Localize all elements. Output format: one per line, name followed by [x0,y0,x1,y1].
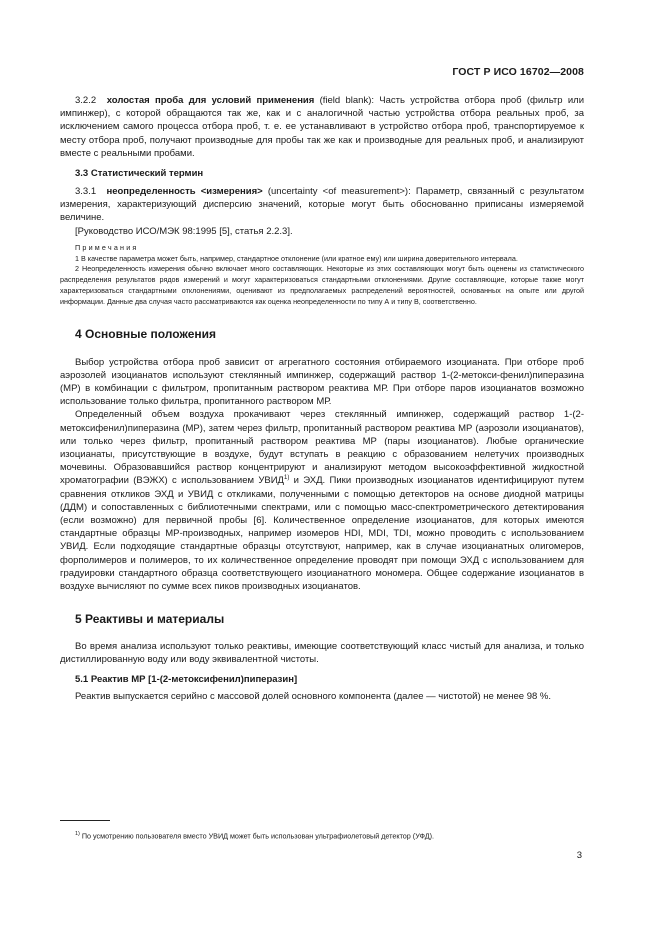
paragraph-text: и ЭХД. Пики производных изоцианатов идентифицируют путем сравнения откликов ЭХД и УВИД с откликами, полученными с помощью детекторов на основе диодной матрицы (ДДМ) и сопоставленных с библиотечными спектрами, или с помощью масс-спектрометрического детектирования (если возможно) для первичной пробы [6]. Количественное определение изоцианатов, для которых имеются стандартные образцы МР-производных, например изомеров HDI, MDI, TDI, можно проводить с использованием УВИД. Если подходящие стандартные образцы отсутствуют, например, как в случае изоцианатных олигомеров, форполимеров и полимеров, то их количественное определение проводят при помощи ЭХД с использованием для градуировки стандартного образца соответствующего изоцианатного мономера. Общее содержание изоцианатов в воздухе вычисляют по сумме всех пиков производных изоцианатов. [60,475,585,593]
note-2: 2 Неопределенность измерения обычно включает много составляющих. Некоторые из этих составляющих могут быть оценены из статистического распределения результатов рядов измерений и могут характеризоваться стандартными отклонениями. Другие составляющие, которые также могут характеризоваться стандартными отклонениями, оценивают из предполагаемых распределений вероятностей, основанных на опыте или другой информации. Данные два случая часто рассматриваются как оценка неопределенности по типу А и типу В, соответственно. [60,264,584,306]
paragraph [60,408,584,593]
paragraph-text: Определенный объем воздуха прокачивают через стеклянный импинжер, содержащий раствор 1-(2-метоксифенил)пиперазина (МР), затем через фильтр, пропитанный раствором реактива МР (аэрозоли изоцианатов), или только через фильтр, пропитанный раствором реактива МР (пары изоцианатов). Любые органические изоцианаты, присутствующие в воздухе, будут вступать в реакцию с образованием нелетучих производных мочевины. Образовавшийся раствор концентрируют и анализируют методом высокоэффективной жидкостной хроматографии (ВЭЖХ) с использованием УВИД [60,409,584,487]
footnote-separator [60,820,110,821]
footnote-text: По усмотрению пользователя вместо УВИД может быть использован ультрафиолетовый детектор (УФД). [79,831,435,841]
term-definition: (field blank): Часть устройства отбора проб (фильтр или импинжер), с которой обращаются так же, как и с аналогичной частью устройства отбора реальных проб, за исключением самого процесса отбора проб, т. е. ее устанавливают в устройство отбора проб, транспортируемое к месту отбора проб, получают производные для пробы так же как и производные для реальных проб, и анализируют вместе с реальными пробами. [60,95,585,159]
clause-number: 3.3.1 [75,186,97,198]
clause-3-3-1 [60,185,584,225]
term-name: холостая проба для условий применения [106,95,315,106]
footnote [75,829,585,841]
document-header: ГОСТ Р ИСО 16702—2008 [452,66,584,78]
paragraph: Выбор устройства отбора проб зависит от агрегатного состояния отбираемого изоцианата. При отборе проб аэрозолей изоцианатов используют стеклянный импинжер, содержащий раствор 1-(2-метокси-фенил)пиперазина (МР) в комбинации с фильтром, пропитанным раствором реактива МР. При отборе паров изоцианатов возможно использование только фильтра, пропитанного раствором МР. [60,356,584,408]
reference-citation: [Руководство ИСО/МЭК 98:1995 [5], статья 2.2.3]. [75,225,293,237]
footnote-marker: 1) [75,831,80,837]
notes-heading: Примечания [75,242,139,252]
section-heading-4: 4 Основные положения [75,326,217,341]
section-heading-5: 5 Реактивы и материалы [75,612,225,627]
note-1: 1 В качестве параметра может быть, например, стандартное отклонение (или кратное ему) или ширина доверительного интервала. [75,253,518,263]
term-definition: (uncertainty <of measurement>): Параметр, связанный с результатом измерения, характеризующий дисперсию значений, которые могут быть обоснованно приписаны измеряемой величине. [60,186,584,224]
term-name: неопределенность <измерения> [106,186,263,198]
page-content [60,94,584,703]
clause-number: 3.2.2 [75,95,97,106]
clause-3-2-2 [60,94,584,160]
page-number: 3 [576,850,582,861]
subsection-heading-3-3: 3.3 Статистический термин [75,168,204,180]
paragraph: Реактив выпускается серийно с массовой долей основного компонента (далее — чистотой) не менее 98 %. [75,690,551,702]
subsection-heading-5-1: 5.1 Реактив МР [1-(2-метоксифенил)пиперазин] [75,673,298,685]
paragraph: Во время анализа используют только реактивы, имеющие соответствующий класс чистый для анализа, и только дистиллированную воду или воду эквивалентной чистоты. [60,641,584,666]
footnote-marker: 1) [283,475,290,482]
